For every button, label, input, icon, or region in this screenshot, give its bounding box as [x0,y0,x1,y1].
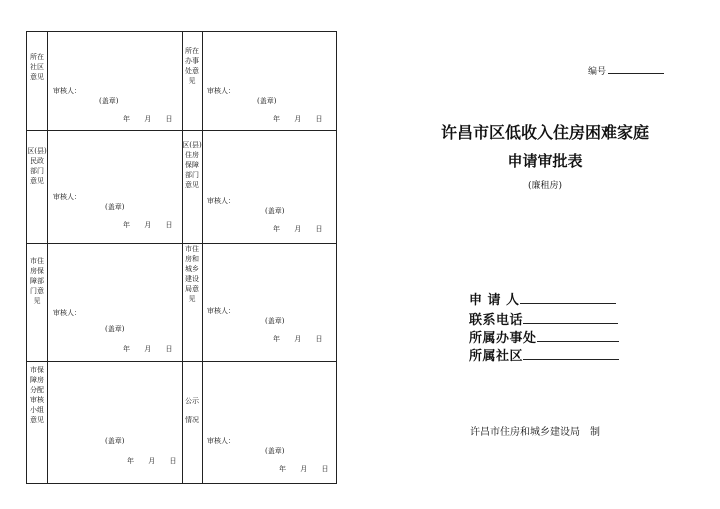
date-label: 年 月 日 [273,225,323,233]
date-label: 年 月 日 [123,115,173,123]
office-line [537,329,619,342]
grid-divider [202,32,203,483]
reviewer-label: 审核人： [207,437,235,445]
date-label: 年 月 日 [123,221,173,229]
reviewer-label: 审核人： [53,87,81,95]
allocation-committee-opinion-label: 市保障房分配审核小组意见 [30,366,44,424]
form-title-line2: 申请审批表 [507,152,583,170]
seal-label: (盖章) [265,447,285,455]
office-label: 所属办事处 [469,331,537,346]
reviewer-label: 审核人： [207,197,235,205]
reviewer-label: 审核人： [207,87,235,95]
date-label: 年 月 日 [273,335,323,343]
seal-label: (盖章) [99,97,119,105]
civil-affairs-opinion-label: 区(县)民政部门意见 [27,147,47,185]
community-line [523,347,619,360]
serial-number-line [608,65,664,74]
seal-label: (盖章) [105,437,125,445]
seal-label: (盖章) [105,325,125,333]
applicant-label: 申 请 人 [469,293,520,308]
date-label: 年 月 日 [273,115,323,123]
city-construction-opinion-label: 市住房和城乡建设局意见 [185,245,199,303]
seal-label: (盖章) [265,317,285,325]
form-subtitle: (廉租房) [527,181,563,191]
phone-field [469,309,618,328]
seal-label: (盖章) [105,203,125,211]
reviewer-label: 审核人： [207,307,235,315]
date-label: 年 月 日 [279,465,329,473]
grid-divider [47,32,48,483]
grid-divider [27,130,336,131]
office-opinion-label: 所在办事处意见 [185,47,199,85]
issuer-label: 许昌市住房和城乡建设局 制 [470,427,600,438]
seal-label: (盖章) [257,97,277,105]
serial-number [588,64,664,77]
reviewer-label: 审核人： [53,309,81,317]
date-label: 年 月 日 [123,345,173,353]
office-field [469,327,619,346]
serial-number-label: 编号 [588,67,607,77]
form-title-line1: 许昌市区低收入住房困难家庭 [440,123,649,142]
phone-line [523,311,618,324]
district-housing-opinion-label: 区(县)住房保障部门意见 [182,141,202,189]
city-housing-opinion-label: 市住房保障部门意见 [30,257,44,305]
applicant-line [520,291,616,304]
applicant-field [469,289,616,308]
community-opinion-label: 所在社区意见 [30,53,44,81]
approval-grid [26,31,337,484]
reviewer-label: 审核人： [53,193,81,201]
date-label: 年 月 日 [127,457,177,465]
grid-divider [27,361,336,362]
community-field [469,345,619,364]
seal-label: (盖章) [265,207,285,215]
publicity-label: 公示情况 [185,397,199,424]
phone-label: 联系电话 [469,313,524,328]
community-label: 所属社区 [469,349,524,364]
